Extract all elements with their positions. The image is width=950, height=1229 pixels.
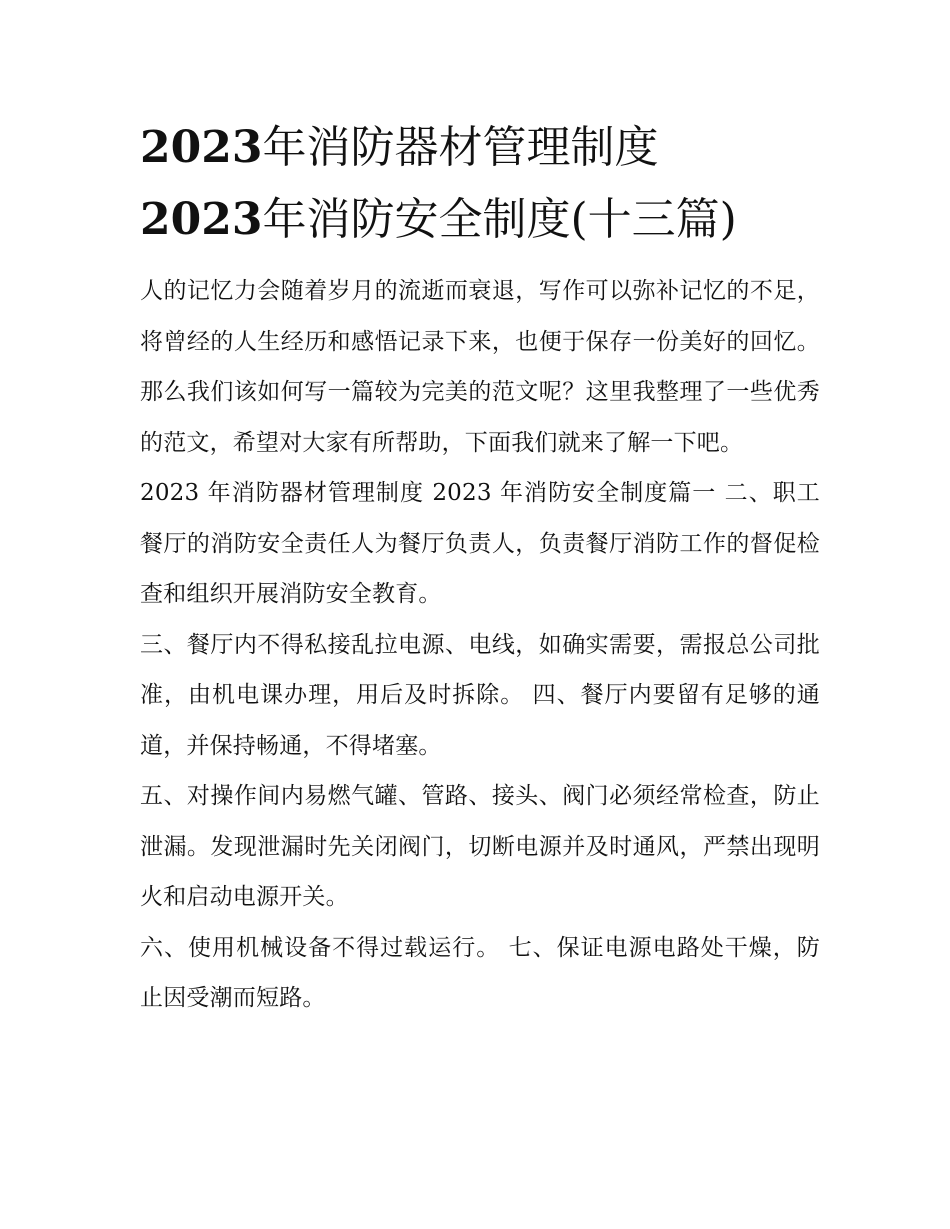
title-line-1-year: 2023: [140, 122, 263, 173]
title-line-2-text: 年消防安全制度(十三篇): [262, 194, 737, 245]
paragraph-section-3-4: 三、餐厅内不得私接乱拉电源、电线，如确实需要，需报总公司批准，由机电课办理，用后及时拆除。 四、餐厅内要留有足够的通道，并保持畅通，不得堵塞。: [140, 631, 820, 759]
document-title: [140, 112, 820, 256]
title-line-2-year: 2023: [140, 194, 263, 245]
paragraph-section-5: 五、对操作间内易燃气罐、管路、接头、阀门必须经常检查，防止泄漏。发现泄漏时先关闭阀门，切断电源并及时通风，严禁出现明火和启动电源开关。: [140, 783, 820, 910]
document-page: [140, 112, 820, 1024]
paragraph-intro: 人的记忆力会随着岁月的流逝而衰退，写作可以弥补记忆的不足，将曾经的人生经历和感悟记录下来，也便于保存一份美好的回忆。那么我们该如何写一篇较为完美的范文呢？这里我整理了一些优秀的范文，希望对大家有所帮助，下面我们就来了解一下吧。: [140, 278, 820, 456]
title-line-1: [140, 112, 820, 184]
title-line-2: [140, 184, 820, 256]
paragraph-section-6-7: 六、使用机械设备不得过载运行。 七、保证电源电路处干燥，防止因受潮而短路。: [140, 934, 820, 1011]
paragraph-section-2: 2023 年消防器材管理制度 2023 年消防安全制度篇一 二、职工餐厅的消防安全责任人为餐厅负责人，负责餐厅消防工作的督促检查和组织开展消防安全教育。: [140, 480, 820, 607]
title-line-1-text: 年消防器材管理制度: [262, 122, 659, 173]
